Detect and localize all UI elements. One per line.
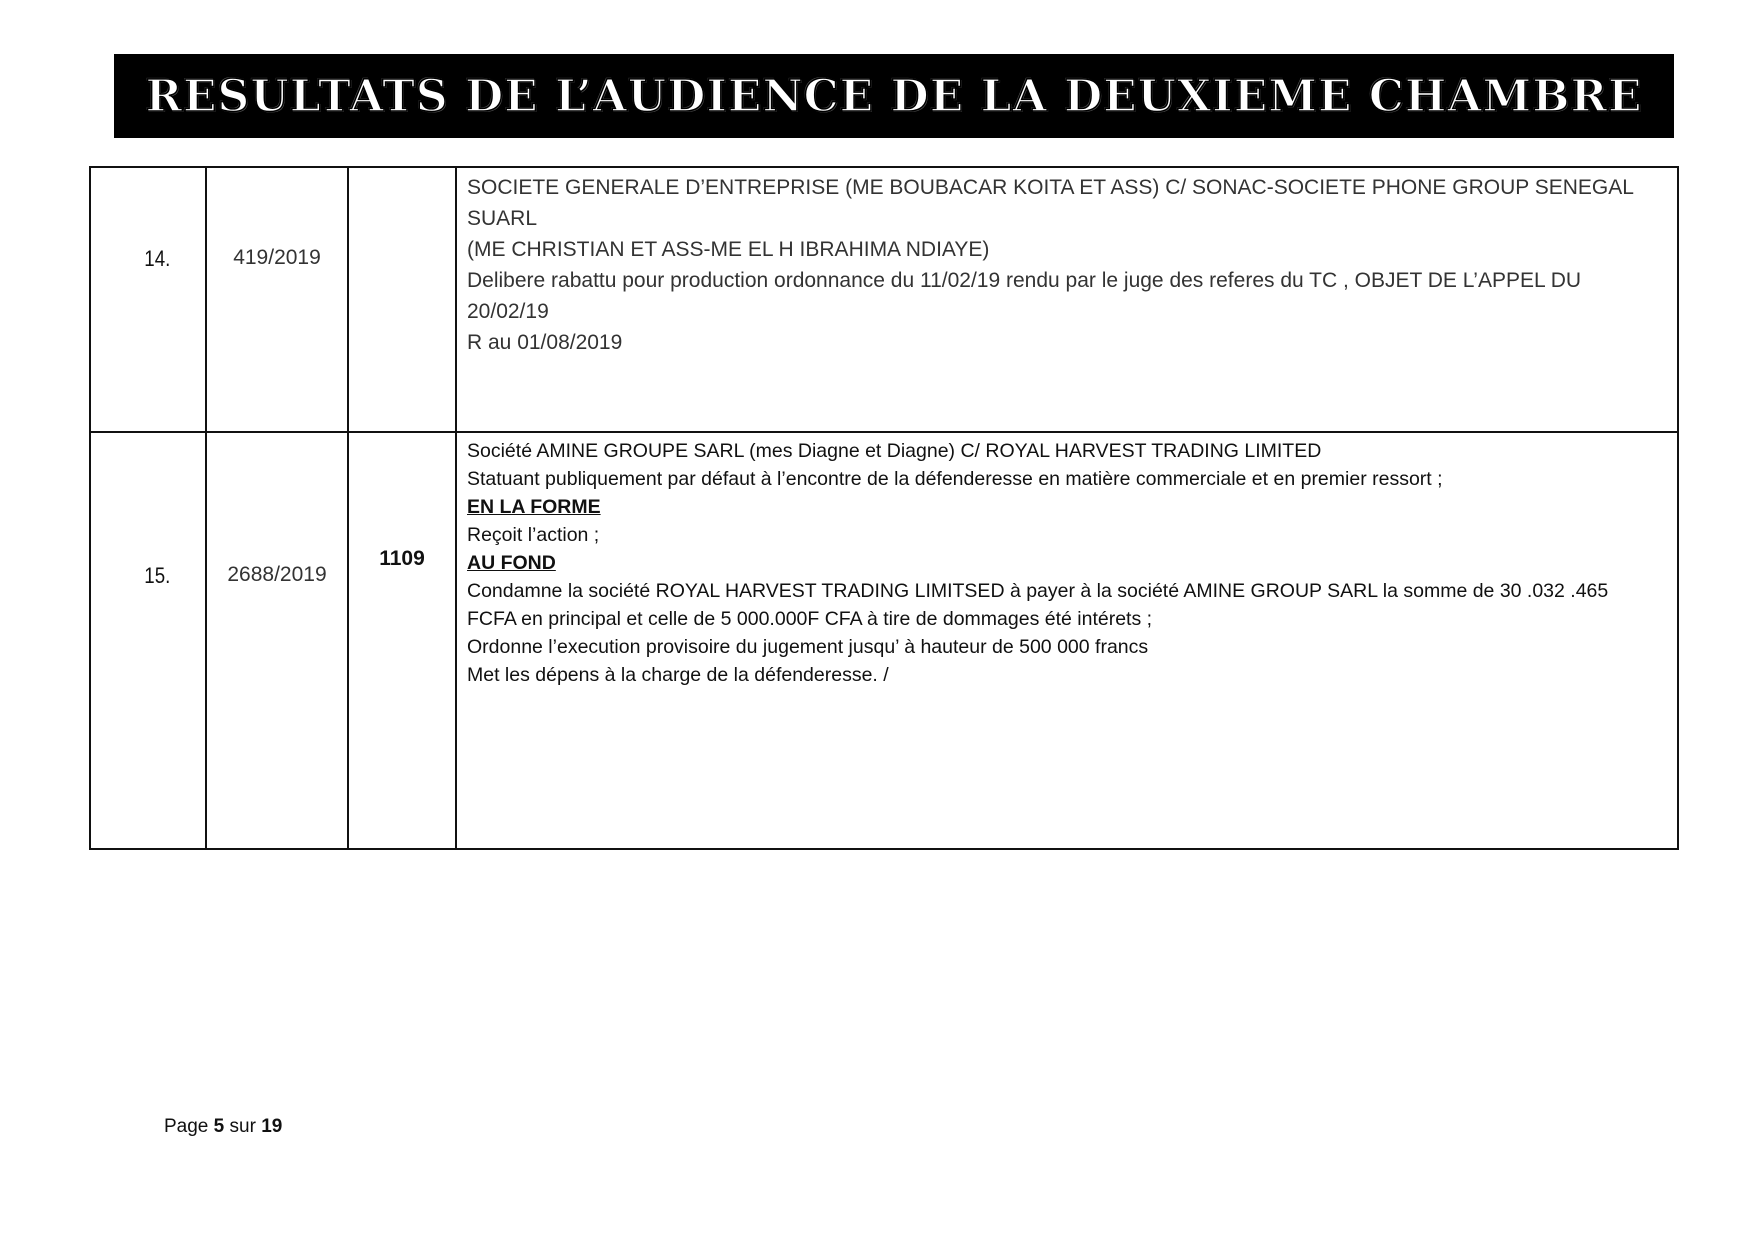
- page-of-label: sur: [229, 1116, 256, 1137]
- total-pages-number: 19: [261, 1116, 283, 1137]
- fond-line: Met les dépens à la charge de la défenderesse. /: [467, 664, 889, 686]
- roll-number-cell: 2688/2019: [206, 432, 348, 849]
- forme-text: Reçoit l’action ;: [467, 524, 600, 546]
- case-details-cell: [456, 167, 1678, 432]
- forme-heading: EN LA FORME: [467, 496, 601, 518]
- fond-line: FCFA en principal et celle de 5 000.000F CFA à tire de dommages été intérets ;: [467, 608, 1153, 630]
- case-parties-line: SOCIETE GENERALE D’ENTREPRISE (ME BOUBACAR KOITA ET ASS) C/ SONAC-SOCIETE PHONE GROUP SENEGAL SUARL: [467, 176, 1634, 230]
- fond-line: Condamne la société ROYAL HARVEST TRADING LIMITSED à payer à la société AMINE GROUP SARL la somme de 30 .032 .465: [467, 580, 1609, 602]
- page-footer: [164, 1116, 282, 1138]
- row-number: 14.: [143, 246, 171, 271]
- current-page-number: 5: [213, 1116, 225, 1137]
- case-parties-line: (ME CHRISTIAN ET ASS-ME EL H IBRAHIMA NDIAYE): [467, 238, 990, 261]
- row-number: 15.: [143, 563, 171, 588]
- fond-heading: AU FOND: [467, 552, 556, 574]
- page-title: RESULTATS DE L’AUDIENCE DE LA DEUXIEME CHAMBRE: [145, 70, 1643, 122]
- fond-line: Ordonne l’execution provisoire du jugement jusqu’ à hauteur de 500 000 francs: [467, 636, 1149, 658]
- case-ruling-line: 20/02/19: [467, 300, 549, 323]
- roll-number-cell: 419/2019: [206, 167, 348, 432]
- row-number-cell: [90, 167, 206, 432]
- results-table: [89, 166, 1679, 850]
- case-parties-line: Société AMINE GROUPE SARL (mes Diagne et Diagne) C/ ROYAL HARVEST TRADING LIMITED: [467, 440, 1322, 462]
- header-banner: [114, 54, 1674, 138]
- decision-number-cell: [348, 167, 456, 432]
- table-row: [90, 167, 1678, 432]
- case-details-cell: [456, 432, 1678, 849]
- table-row: [90, 432, 1678, 849]
- row-number-cell: [90, 432, 206, 849]
- statuant-line: Statuant publiquement par défaut à l’encontre de la défenderesse en matière commerciale et en premier ressort ;: [467, 468, 1443, 490]
- page-label: Page: [164, 1116, 209, 1137]
- case-ruling-line: Delibere rabattu pour production ordonnance du 11/02/19 rendu par le juge des referes du TC , OBJET DE L’APPEL DU: [467, 269, 1582, 292]
- decision-number-cell: 1109: [348, 432, 456, 849]
- case-adjournment-line: R au 01/08/2019: [467, 331, 623, 354]
